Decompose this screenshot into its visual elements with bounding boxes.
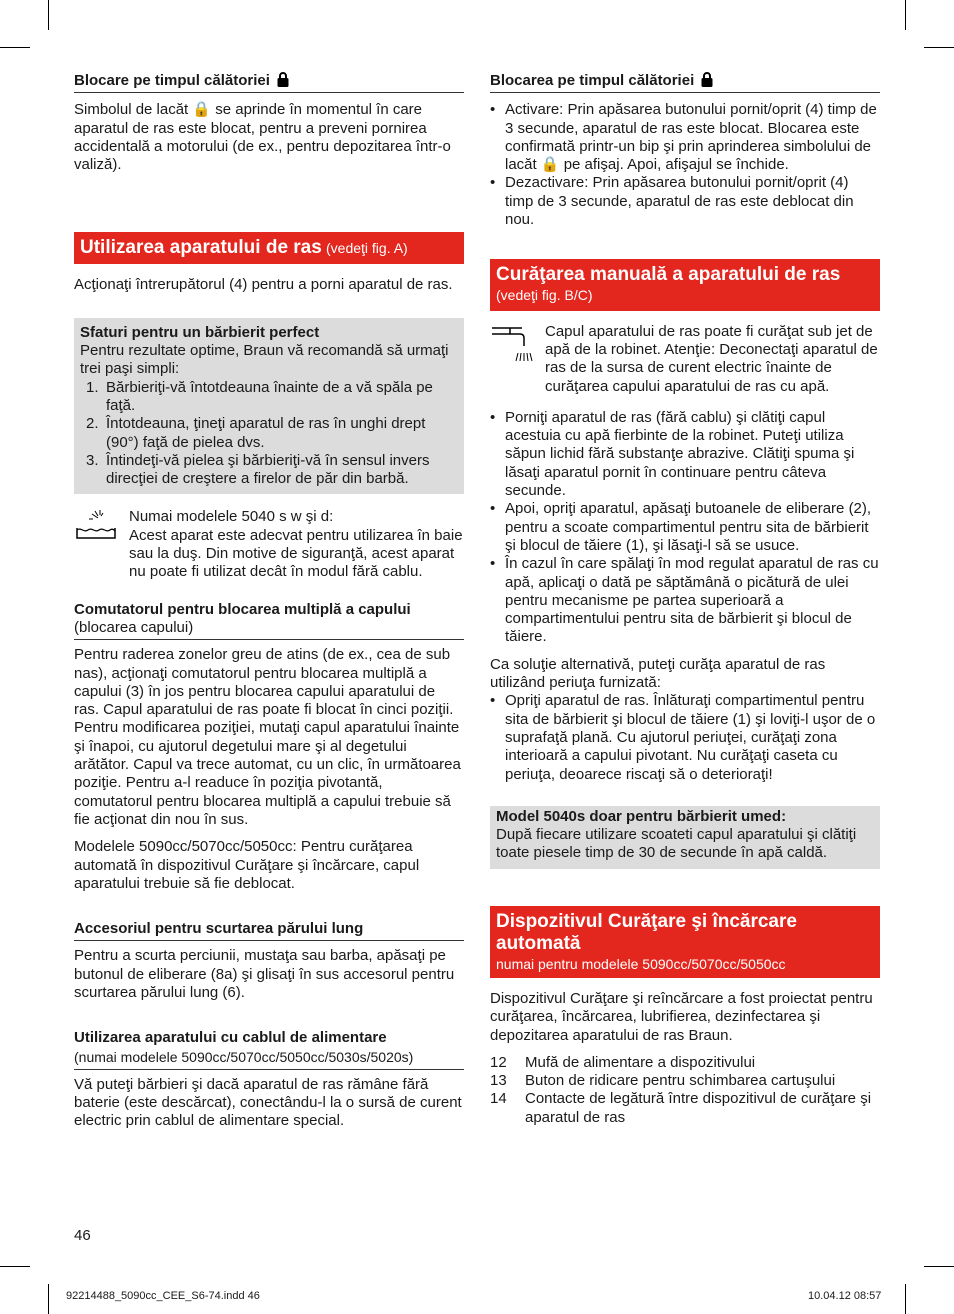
tap-note — [490, 323, 880, 396]
cable-heading: Utilizarea aparatului cu cablul de alimentare (numai modelele 5090cc/5070cc/5050cc/5030s/5020s) — [74, 1029, 464, 1070]
shower-note — [74, 508, 464, 581]
tips-intro: Pentru rezultate optime, Braun vă recomandă să urmaţi trei paşi simpli: — [80, 342, 449, 378]
lock-switch-text-2: Modelele 5090cc/5070cc/5050cc: Pentru curăţarea automată în dispozitivul Curăţare şi încărcare, capul aparatului trebuie să fie deblocat. — [74, 838, 420, 892]
list-item: 14 Contacte de legătură între dispozitivul de curăţare şi aparatul de ras — [490, 1090, 872, 1126]
list-item: • Porniţi aparatul de ras (fără cablu) şi clătiţi capul acestuia cu apă fierbinte de la robinet. Puteţi utiliza săpun lichid fără substanţe abrazive. Clătiţi spuma şi lăsaţi aparatul pornit în continuare pentru câteva secunde. — [490, 409, 880, 500]
lock-icon — [277, 72, 289, 87]
alt-list — [490, 692, 880, 783]
shower-text: Acest aparat este adecvat pentru utilizarea în baie sau la duş. Din motive de siguranţă, acest aparat nu poate fi utilizat decât în modul fără cablu. — [129, 526, 463, 581]
model-text: După fiecare utilizare scoateti capul aparatului şi clătiţi toate piesele timp de 30 de secunde în apă caldă. — [496, 826, 857, 862]
usage-text: Acţionaţi întrerupătorul (4) pentru a porni aparatul de ras. — [74, 276, 453, 294]
crop-mark — [48, 1284, 49, 1314]
list-item: 3. Întindeţi-vă pielea şi bărbieriţi-vă în sensul invers direcţiei de creştere a firelor de păr din barbă. — [86, 451, 430, 488]
list-item: 12 Mufă de alimentare a dispozitivului — [490, 1053, 756, 1071]
footer-date: 10.04.12 08:57 — [808, 1290, 882, 1302]
crop-mark — [905, 1284, 906, 1314]
crop-mark — [924, 1266, 954, 1267]
travel-lock-heading: Blocare pe timpul călătoriei — [74, 72, 464, 93]
crop-mark — [905, 0, 906, 30]
crop-mark — [48, 0, 49, 30]
trimmer-text: Pentru a scurta perciunii, mustaţa sau barba, apăsaţi pe butonul de eliberare (8a) şi glisaţi în sus accesorul pentru scurtarea părului lung (6). — [74, 947, 455, 1001]
list-item: 2. Întotdeauna, ţineţi aparatul de ras în unghi drept (90°) faţă de pielea dvs. — [86, 415, 426, 451]
list-item: • Activare: Prin apăsarea butonului pornit/oprit (4) timp de 3 secunde, aparatul de ras este blocat. Blocarea este confirmată printr-un bip şi prin aprinderea simbolului de lacăt 🔒 pe afişaj. Apoi, afişajul se închide. — [490, 101, 880, 174]
travel-lock-list — [490, 101, 880, 229]
shower-bath-icon — [74, 508, 118, 544]
travel-lock-text: Simbolul de lacăt 🔒 se aprinde în momentul în care aparatul de ras este blocat, pentru a preveni pornirea accidentală a motorului (de ex., pentru depozitarea într-o valiză). — [74, 101, 451, 174]
crop-mark — [0, 1266, 30, 1267]
usage-heading: Utilizarea aparatului de ras (vedeţi fig. A) — [74, 232, 464, 264]
list-item: 1. Bărbieriţi-vă întotdeauna înainte de a vă spăla pe faţă. — [86, 378, 433, 414]
crop-mark — [924, 47, 954, 48]
page-number: 46 — [74, 1227, 91, 1244]
manual-clean-heading: Curăţarea manuală a aparatului de ras (vedeţi fig. B/C) — [490, 259, 880, 310]
clean-list — [490, 409, 880, 647]
list-item: • Dezactivare: Prin apăsarea butonului pornit/oprit (4) timp de 3 secunde, aparatul de ras este deblocat din nou. — [490, 174, 880, 229]
station-parts-list — [490, 1054, 880, 1127]
station-heading: Dispozitivul Curăţare şi încărcare automată numai pentru modelele 5090cc/5070cc/5050cc — [490, 906, 880, 978]
lock-switch-heading: Comutatorul pentru blocarea multiplă a capului (blocarea capului) — [74, 601, 464, 641]
station-text: Dispozitivul Curăţare şi reîncărcare a fost proiectat pentru curăţarea, încărcarea, lubrifierea, dezinfectarea şi depozitarea aparatului de ras Braun. — [490, 989, 873, 1044]
list-item: • Opriţi aparatul de ras. Înlăturaţi compartimentul pentru sita de bărbierit şi blocul de tăiere (1) şi loviţi-l uşor de o suprafaţă plană. Cu ajutorul periuţei, curăţaţi zona interioară a capului pivotant. Nu curăţaţi caseta cu periuţa, deoarece riscaţi să o deterioraţi! — [490, 692, 880, 783]
alt-text: Ca soluţie alternativă, puteţi curăţa aparatul de ras utilizând periuţa furnizată: — [490, 655, 826, 692]
tap-text: Capul aparatului de ras poate fi curăţat sub jet de apă de la robinet. Atenţie: Deconectaţi aparatul de ras de la sursa de curent electric înainte de curăţarea capului aparatului de ras cu apă. — [545, 322, 878, 395]
cable-text: Vă puteţi bărbieri şi dacă aparatul de ras rămâne fără baterie (este descărcat), conectându-l la o sursă de curent electric prin cablul de alimentare special. — [74, 1075, 462, 1130]
list-item: 13 Buton de ridicare pentru schimbarea cartuşului — [490, 1072, 836, 1090]
lock-icon — [701, 72, 713, 87]
model-title: Model 5040s doar pentru bărbierit umed: — [496, 807, 787, 825]
travel-lock-heading: Blocarea pe timpul călătoriei — [490, 72, 880, 93]
tips-list — [80, 379, 458, 489]
left-column — [74, 72, 464, 1131]
tips-box — [74, 318, 464, 495]
model-box — [490, 806, 880, 869]
list-item: • În cazul în care spălaţi în mod regulat aparatul de ras cu apă, aplicaţi o dată pe săptămână o picătură de ulei pentru mecanisme pe partea superioară a compartimentului pentru sita de bărbierit şi blocul de tăiere. — [490, 555, 880, 646]
right-column — [490, 72, 880, 1127]
trimmer-heading: Accesoriul pentru scurtarea părului lung — [74, 920, 464, 941]
shower-line: Numai modelele 5040 s w şi d: — [129, 508, 334, 526]
tips-title: Sfaturi pentru un bărbierit perfect — [80, 323, 320, 341]
footer-file: 92214488_5090cc_CEE_S6-74.indd 46 — [66, 1290, 260, 1302]
crop-mark — [0, 47, 30, 48]
list-item: • Apoi, opriţi aparatul, apăsaţi butoanele de eliberare (2), pentru a scoate compartimentul pentru sita de bărbierit şi blocul de tăiere (1), şi lăsaţi-l să se usuce. — [490, 500, 880, 555]
water-tap-icon — [490, 323, 534, 367]
lock-switch-text: Pentru raderea zonelor greu de atins (de ex., cea de sub nas), acţionaţi comutatorul pentru blocarea multiplă a capului (3) în jos pentru blocarea capului aparatului de ras. Capul aparatului de ras poate fi blocat în cinci poziţii. Pentru modificarea poziţiei, mutaţi capul aparatului înainte şi înapoi, cu ajutorul degetului mare şi al degetului arătător. Capul va trece automat, cu un clic, în următoarea poziţie. Pentru a-l readuce în poziţia pivotantă, comutatorul pentru blocarea multiplă a capului trebuie să fie acţionat din nou în sus. — [74, 646, 461, 828]
